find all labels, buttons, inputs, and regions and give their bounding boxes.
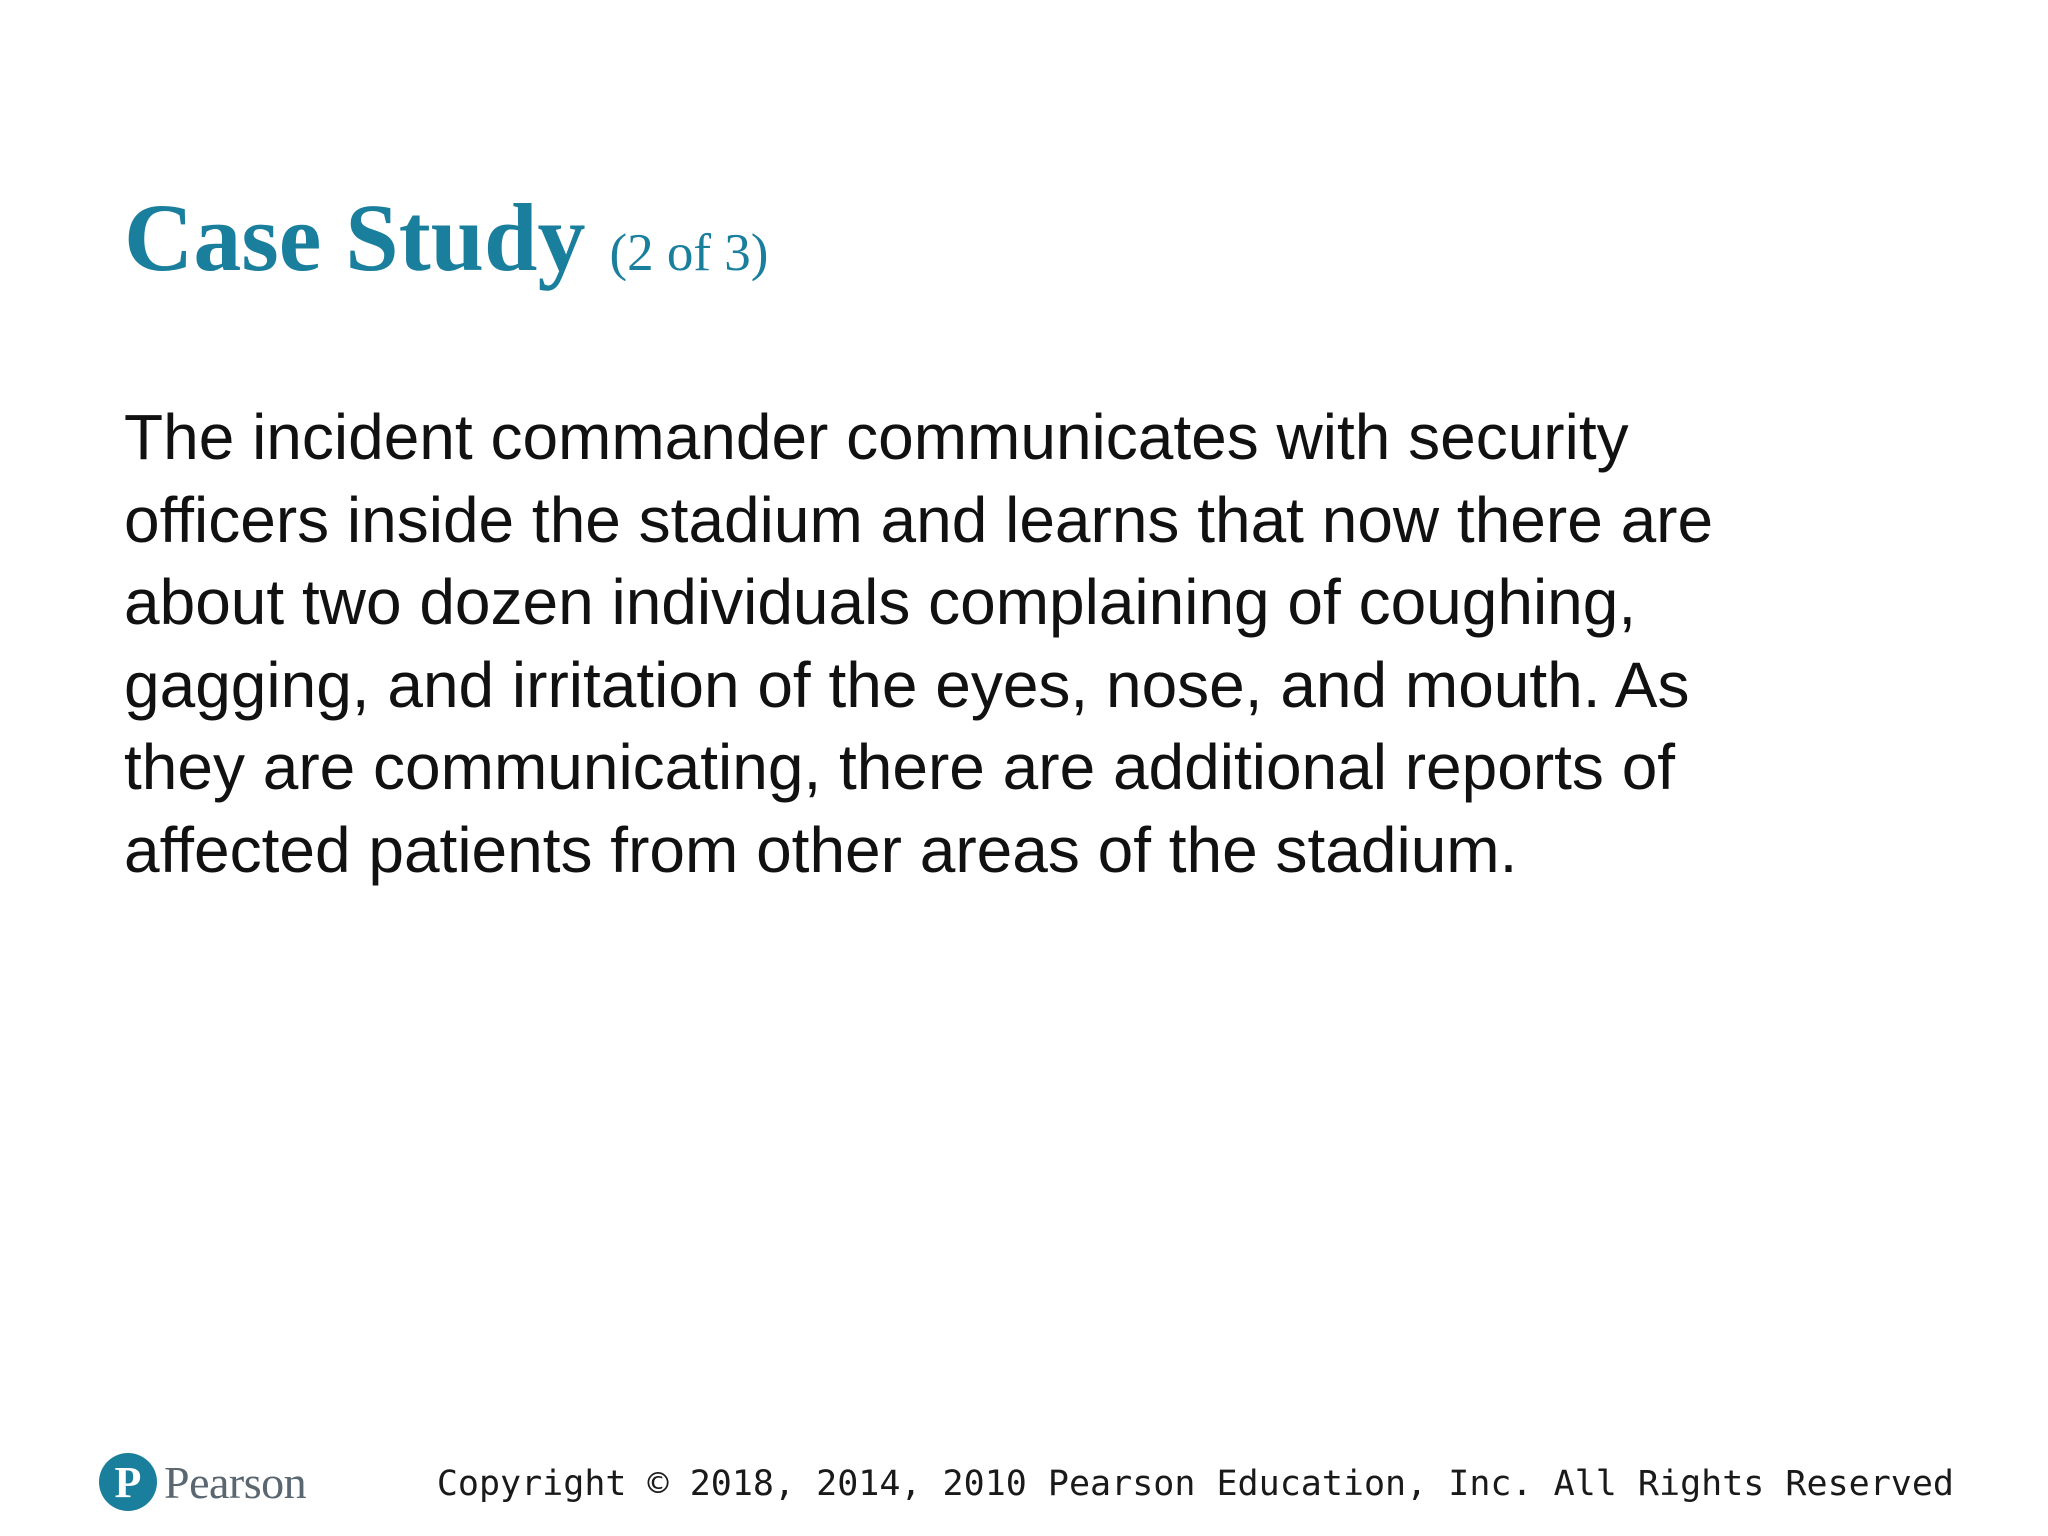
body-line-2: officers inside the stadium and learns that now there are [124,483,1714,556]
pearson-logo-text: Pearson [164,1456,307,1508]
pearson-logo [98,1450,306,1514]
body-paragraph [124,396,1964,891]
copyright-notice: Copyright © 2018, 2014, 2010 Pearson Education, Inc. All Rights Reserved [436,1464,1954,1504]
body-line-4: gagging, and irritation of the eyes, nose, and mouth. As [124,648,1690,721]
svg-text:P: P [114,1458,142,1507]
body-line-5: they are communicating, there are additional reports of [124,731,1676,803]
pearson-logo-icon [98,1452,158,1512]
slide-title [124,178,768,313]
body-line-3: about two dozen individuals complaining of coughing, [124,566,1637,638]
body-line-6: affected patients from other areas of the stadium. [124,813,1518,886]
title-page-indicator: (2 of 3) [609,224,769,282]
body-line-1: The incident commander communicates with security [124,401,1629,473]
title-main: Case Study [124,184,586,291]
